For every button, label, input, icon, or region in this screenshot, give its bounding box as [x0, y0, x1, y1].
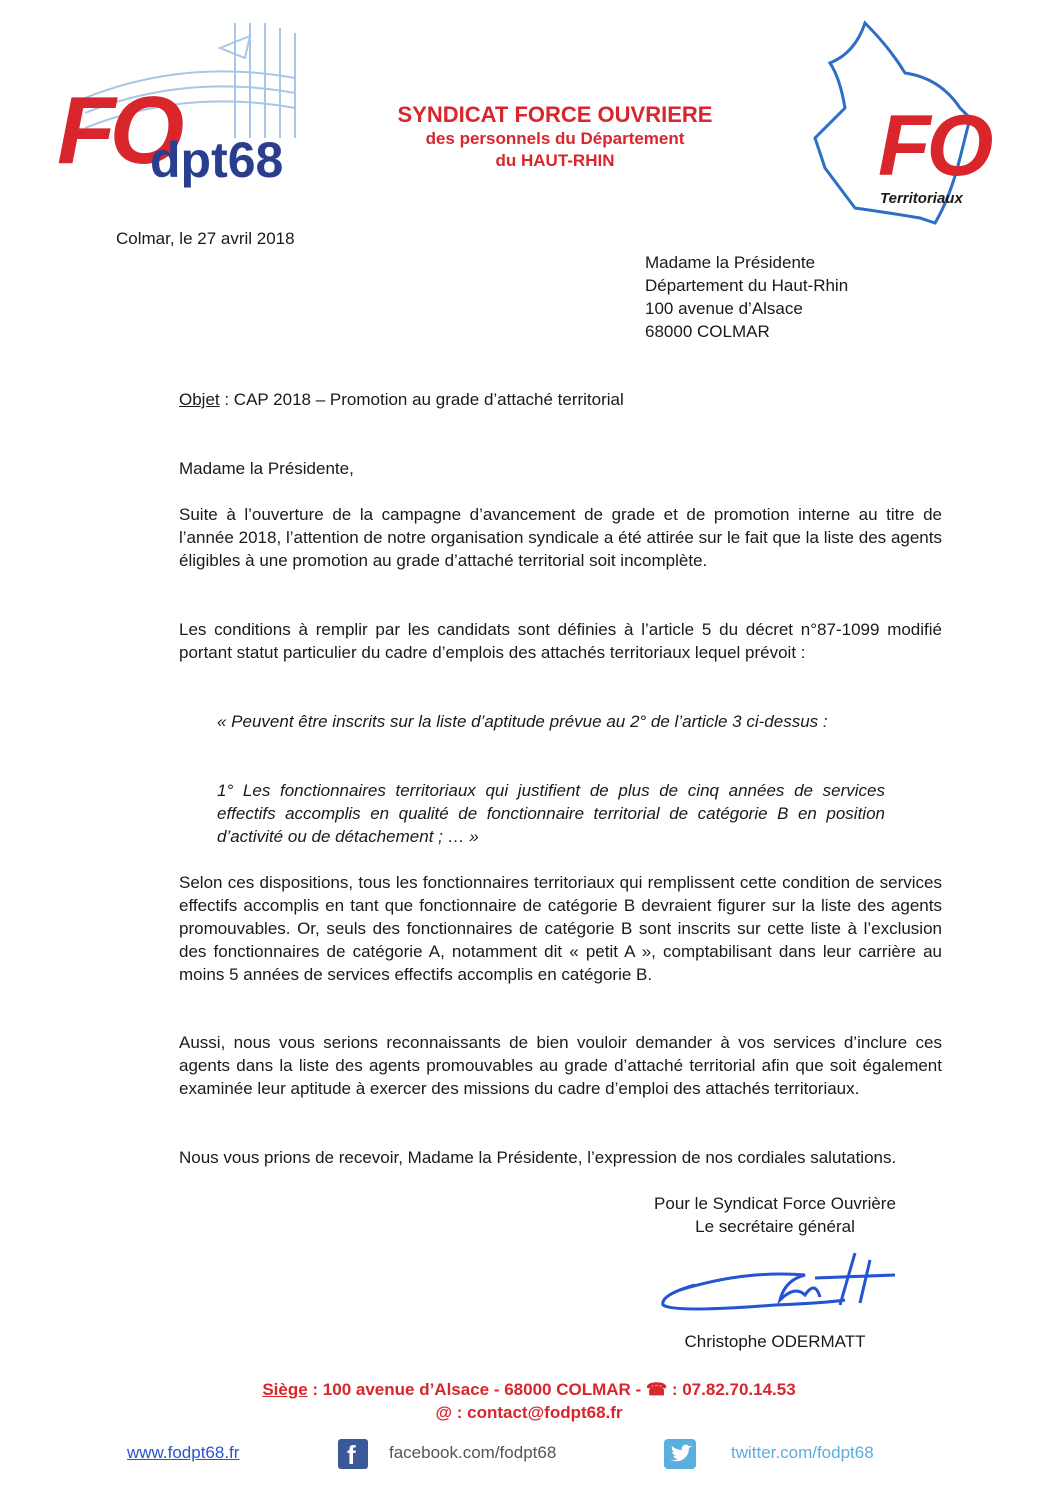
logo-left-fo: FO: [57, 77, 179, 184]
signature-block: [600, 1192, 950, 1238]
paragraph-4: Aussi, nous vous serions reconnaissants de bien vouloir demander à vos services d’inclure ces agents dans la liste des agents promouvables au grade d’attaché territorial afin que soit également examinée leur aptitude à exercer des missions du cadre d’emploi des attachés territoriaux.: [179, 1033, 942, 1098]
website-link[interactable]: www.fodpt68.fr: [127, 1443, 240, 1462]
phone-icon: ☎: [645, 1380, 668, 1399]
paragraph-1: Suite à l’ouverture de la campagne d’avancement de grade et de promotion interne au titre de l’année 2018, l’attention de notre organisation syndicale a été attirée sur le fait que la liste des agents éligibles à une promotion au grade d’attaché territorial soit incomplète.: [179, 505, 942, 570]
twitter-link[interactable]: twitter.com/fodpt68: [731, 1443, 874, 1462]
paragraph-3: Selon ces dispositions, tous les fonctionnaires territoriaux qui remplissent cette condition de services effectifs accomplis en tant que fonctionnaire de catégorie B devraient figurer sur la liste des agents promouvables. Or, seuls des fonctionnaires de catégorie B sont inscrits sur cette liste à l’exclusion des fonctionnaires de catégorie A, notamment dit « petit A », comptabilisant dans leur carrière au moins 5 années de services effectifs accomplis en catégorie B.: [179, 873, 942, 984]
logo-left-dpt68: dpt68: [150, 132, 284, 188]
recipient-line: Madame la Présidente: [645, 253, 816, 272]
quote-1: « Peuvent être inscrits sur la liste d’aptitude prévue au 2° de l’article 3 ci-dessus :: [217, 712, 828, 731]
header-title: [300, 102, 810, 172]
footer-phone: : 07.82.70.14.53: [667, 1380, 796, 1399]
logo-right-territoriaux: Territoriaux: [880, 190, 963, 207]
recipient-line: 100 avenue d’Alsace: [645, 299, 803, 318]
footer-address: [0, 1378, 1058, 1401]
footer-siege-label: Siège: [262, 1380, 308, 1399]
date-line: Colmar, le 27 avril 2018: [116, 229, 295, 248]
signature-line1: Pour le Syndicat Force Ouvrière: [654, 1194, 896, 1213]
object-line: [179, 390, 624, 410]
logo-fo-territoriaux: [810, 18, 990, 228]
footer-email[interactable]: @ : contact@fodpt68.fr: [435, 1403, 623, 1422]
header-title-line1: SYNDICAT FORCE OUVRIERE: [397, 102, 713, 127]
paragraph-5: Nous vous prions de recevoir, Madame la Présidente, l’expression de nos cordiales salutations.: [179, 1148, 897, 1167]
facebook-link[interactable]: facebook.com/fodpt68: [389, 1443, 557, 1462]
recipient-line: 68000 COLMAR: [645, 322, 770, 341]
logo-fodpt68: [55, 18, 320, 198]
header-title-line3: du HAUT-RHIN: [495, 151, 615, 170]
object-text: : CAP 2018 – Promotion au grade d’attaché territorial: [219, 390, 624, 409]
facebook-icon[interactable]: f: [338, 1439, 368, 1469]
salutation: Madame la Présidente,: [179, 459, 354, 478]
header-title-line2: des personnels du Département: [425, 129, 685, 148]
footer-siege-text: : 100 avenue d’Alsace - 68000 COLMAR -: [307, 1380, 646, 1399]
object-label: Objet: [179, 390, 220, 409]
quote-2: 1° Les fonctionnaires territoriaux qui justifient de plus de cinq années de services effectifs accomplis en qualité de fonctionnaire territorial de catégorie B en position d’activité ou de détachement ; … »: [217, 781, 885, 846]
signatory-name: Christophe ODERMATT: [684, 1332, 866, 1351]
paragraph-2: Les conditions à remplir par les candidats sont définies à l’article 5 du décret n°87-1099 modifié portant statut particulier du cadre d’emplois des attachés territoriaux lequel prévoit :: [179, 620, 942, 662]
logo-right-fo: FO: [878, 98, 990, 194]
recipient-line: Département du Haut-Rhin: [645, 276, 849, 295]
handwritten-signature: [655, 1245, 905, 1315]
twitter-icon[interactable]: [664, 1439, 696, 1469]
signature-line2: Le secrétaire général: [695, 1217, 855, 1236]
recipient-address: [645, 251, 848, 343]
